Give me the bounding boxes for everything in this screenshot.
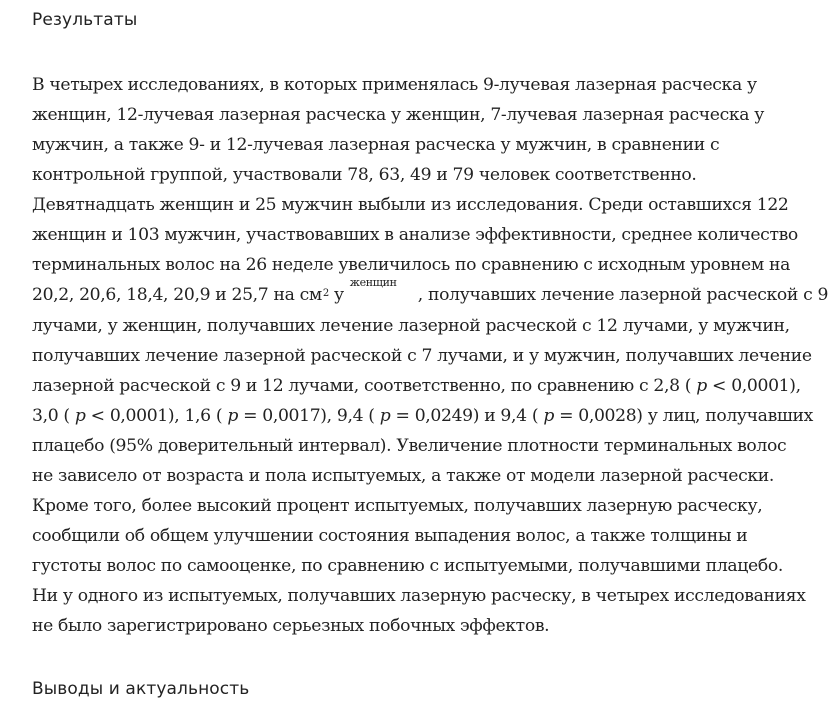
raised-subtext: женщин [349, 276, 397, 289]
text-fragment: лазерной расческой с 9 и 12 лучами, соответственно, по сравнению с 2,8 ( [32, 376, 692, 396]
text-fragment: у [328, 285, 344, 305]
text-fragment: = 0,0017), 9,4 ( [237, 406, 375, 426]
text-fragment: , получавших лечение лазерной расческой с 9 [417, 285, 828, 305]
paragraph-line: не было зарегистрировано серьезных побочных эффектов. [32, 616, 550, 636]
p-value-symbol: p [696, 376, 707, 396]
paragraph-line [32, 371, 801, 401]
paragraph-line: лучами, у женщин, получавших лечение лазерной расческой с 12 лучами, у мужчин, [32, 316, 790, 336]
text-fragment: < 0,0001), [706, 376, 801, 396]
paragraph-line [32, 401, 813, 431]
paragraph-line: получавших лечение лазерной расческой с 7 лучами, и у мужчин, получавших лечение [32, 346, 812, 366]
paragraph-line: женщин и 103 мужчин, участвовавших в анализе эффективности, среднее количество [32, 225, 798, 245]
paragraph-line [32, 276, 828, 311]
p-value-symbol: p [227, 406, 238, 426]
paragraph-line: женщин, 12-лучевая лазерная расческа у женщин, 7-лучевая лазерная расческа у [32, 105, 765, 125]
paragraph-line: плацебо (95% доверительный интервал). Увеличение плотности терминальных волос [32, 436, 787, 456]
paragraph-line: терминальных волос на 26 неделе увеличилось по сравнению с исходным уровнем на [32, 255, 791, 275]
p-value-symbol: p [543, 406, 554, 426]
paragraph-line: Девятнадцать женщин и 25 мужчин выбыли из исследования. Среди оставшихся 122 [32, 195, 789, 215]
results-paragraph [32, 70, 828, 641]
superscript-exponent: 2 [322, 288, 329, 299]
p-value-symbol: p [74, 406, 86, 426]
text-fragment: = 0,0028) у лиц, получавших [553, 406, 813, 426]
section-heading-results: Результаты [32, 10, 138, 30]
text-fragment: 20,2, 20,6, 18,4, 20,9 и 25,7 на см [32, 285, 322, 305]
paragraph-line: сообщили об общем улучшении состояния выпадения волос, а также толщины и [32, 526, 748, 546]
paragraph-line: контрольной группой, участвовали 78, 63, 49 и 79 человек соответственно. [32, 165, 697, 185]
p-value-symbol: p [379, 406, 391, 426]
paragraph-line: густоты волос по самооценке, по сравнению с испытуемыми, получавшими плацебо. [32, 556, 783, 576]
text-fragment: < 0,0001), 1,6 ( [85, 406, 223, 426]
paragraph-line: не зависело от возраста и пола испытуемых, а также от модели лазерной расчески. [32, 466, 774, 486]
paragraph-line: В четырех исследованиях, в которых применялась 9-лучевая лазерная расческа у [32, 75, 757, 95]
paragraph-line: Кроме того, более высокий процент испытуемых, получавших лазерную расческу, [32, 496, 763, 516]
paragraph-line: Ни у одного из испытуемых, получавших лазерную расческу, в четырех исследованиях [32, 586, 806, 606]
text-fragment: 3,0 ( [32, 406, 70, 426]
text-fragment: = 0,0249) и 9,4 ( [390, 406, 539, 426]
section-heading-conclusions: Выводы и актуальность [32, 679, 250, 699]
paragraph-line: мужчин, а также 9- и 12-лучевая лазерная расческа у мужчин, в сравнении с [32, 135, 720, 155]
